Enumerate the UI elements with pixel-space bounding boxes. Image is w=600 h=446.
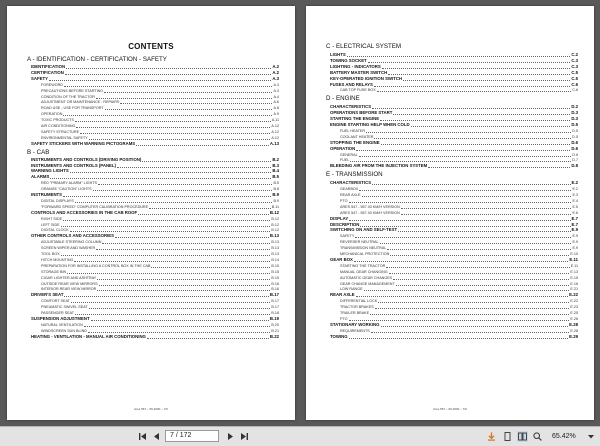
dot-leader bbox=[350, 160, 571, 162]
toc-entry-title: FUEL bbox=[340, 158, 350, 163]
dot-leader bbox=[356, 295, 568, 297]
toc-section-heading: A - IDENTIFICATION - CERTIFICATION - SAFETY bbox=[27, 56, 167, 63]
dot-leader bbox=[364, 289, 570, 291]
toc-entry-title: BATTERY MASTER SWITCH bbox=[330, 69, 388, 75]
toc-entry-title: MANUAL GEAR CHANGING bbox=[340, 269, 388, 274]
toc-entry-title: OPERATIONS BEFORE START bbox=[330, 110, 393, 116]
toc-entry-title: COOLANT HEATER bbox=[340, 134, 374, 139]
toc-entry-title: PREPARATION FOR INSTALLING A CONTROL BOX IN THE CAB bbox=[41, 263, 151, 268]
dot-leader bbox=[63, 195, 271, 197]
dot-leader bbox=[377, 90, 572, 92]
left-page bbox=[7, 6, 295, 420]
toc-entry-title: CONDITION OF THE TRACTOR bbox=[41, 94, 95, 99]
toc-entry-page: D.6 bbox=[571, 145, 578, 151]
dot-leader bbox=[96, 97, 273, 99]
toc-entry-title: PNEUMATIC SWIVEL SEAT bbox=[41, 305, 88, 310]
next-page-icon[interactable] bbox=[225, 431, 236, 442]
toc-entry-title: TOWING bbox=[330, 333, 348, 339]
left-page-footer: Ares 567 – 06.2000 – 7/0 bbox=[134, 407, 168, 411]
dot-leader bbox=[428, 166, 570, 168]
dot-leader bbox=[97, 289, 270, 291]
toc-entry-page: C.2 bbox=[571, 52, 578, 57]
toc-entry[interactable] bbox=[330, 334, 578, 340]
toc-entry-page: B.2 bbox=[272, 156, 279, 162]
toc-entry-title: "FORWARD SPEED" COMPUTER CALIBRATION PROCEDURE bbox=[41, 204, 149, 209]
toc-entry-page: B.17 bbox=[271, 299, 279, 304]
dot-leader bbox=[349, 319, 570, 321]
toc-entry-page: E.21 bbox=[570, 287, 578, 292]
toc-entry-page: E.6 bbox=[572, 210, 578, 215]
toc-entry-page: B.11 bbox=[271, 204, 279, 209]
toc-entry-page: A.9 bbox=[273, 112, 279, 117]
toc-entry-title: MECHANICAL PROTECTION bbox=[340, 252, 390, 256]
toc-entry-title: PASSENGER SEAT bbox=[41, 311, 75, 315]
dot-leader bbox=[347, 55, 571, 57]
toc-entry-title: PTO bbox=[340, 316, 348, 321]
toc-entry-title: DIGITAL CLOCK bbox=[41, 228, 69, 233]
toc-entry-page: B.12 bbox=[271, 228, 279, 233]
dot-leader bbox=[386, 266, 569, 268]
dot-leader bbox=[99, 284, 271, 286]
toc-entry-page: E.13 bbox=[570, 269, 578, 274]
toc-entry-page: B.16 bbox=[271, 281, 279, 286]
toc-entry-page: B.5 bbox=[272, 174, 279, 180]
toc-entry-title: GEARBOX bbox=[340, 187, 359, 192]
toc-entry-page: E.9 bbox=[572, 246, 578, 251]
dot-leader bbox=[393, 113, 570, 115]
dot-leader bbox=[115, 236, 269, 238]
toc-entry[interactable] bbox=[340, 87, 578, 93]
toc-section-heading: E - TRANSMISSION bbox=[326, 171, 383, 179]
toc-entry-title: STARTING THE ENGINE bbox=[330, 116, 380, 122]
toc-entry[interactable] bbox=[31, 334, 279, 340]
dot-leader bbox=[147, 337, 269, 339]
toc-entry-title: PTO bbox=[340, 198, 348, 203]
toc-entry-title: CAB TOP FUSE BOX bbox=[340, 88, 376, 93]
toc-entry-title: CHARACTERISTICS bbox=[330, 180, 372, 186]
toc-entry-title: STORAGE BIN bbox=[41, 269, 67, 274]
toc-entry-title: FUSES AND RELAYS bbox=[330, 81, 373, 87]
toc-entry-page: C.3 bbox=[571, 63, 578, 69]
toc-entry-page: A.12 bbox=[271, 135, 279, 140]
dot-leader bbox=[75, 201, 273, 203]
toc-entry-page: B.8 bbox=[273, 187, 279, 192]
toc-entry-title: ENVIRONMENTAL SAFETY bbox=[41, 135, 88, 140]
toc-entry-title: DRIVER'S SEAT bbox=[31, 292, 64, 298]
toc-entry-title: NATURAL VENTILATION bbox=[41, 322, 83, 327]
dot-leader bbox=[93, 189, 273, 191]
toc-entry-title: AIR CONDITIONING bbox=[41, 124, 76, 128]
dot-leader bbox=[75, 313, 270, 315]
dot-leader bbox=[349, 337, 569, 339]
toc-entry-page: E.11 bbox=[570, 263, 578, 268]
dot-leader bbox=[91, 319, 269, 321]
dot-leader bbox=[356, 149, 570, 151]
toc-entry-page: A.12 bbox=[271, 129, 279, 134]
toc-entry-title: STARTING THE TRACTOR bbox=[340, 263, 386, 268]
toc-entry-title: LEFT SIDE bbox=[41, 222, 60, 227]
dot-leader bbox=[359, 155, 572, 157]
toc-entry-page: E.3 bbox=[572, 193, 578, 197]
dot-leader bbox=[66, 67, 271, 69]
toc-entry-page: B.17 bbox=[271, 305, 279, 310]
two-page-view-icon[interactable] bbox=[517, 431, 528, 442]
toc-entry-page: E.7 bbox=[571, 221, 578, 227]
toc-entry-title: INSTRUMENTS AND CONTROLS (DRIVING POSITION) bbox=[31, 156, 142, 162]
previous-page-icon[interactable] bbox=[151, 431, 162, 442]
toc-entry-title: WINDSCREEN SUN BLIND bbox=[41, 328, 87, 333]
dot-leader bbox=[67, 272, 270, 274]
toc-entry-page: D.2 bbox=[571, 104, 578, 110]
dot-leader bbox=[371, 331, 570, 333]
toc-entry-title: LIGHTS bbox=[330, 52, 346, 57]
dot-leader bbox=[387, 248, 571, 250]
toc-entry-page: B.21 bbox=[271, 328, 279, 333]
toc-entry-title: LIGHTING - INDICATORS bbox=[330, 63, 381, 69]
toc-entry-title: CIGAR LIGHTER AND ASHTRAY bbox=[41, 275, 97, 280]
toc-entry-title: ADJUSTABLE STEERING COLUMN bbox=[41, 240, 102, 245]
toc-entry-title: HEATING - VENTILATION - MANUAL AIR CONDITIONING bbox=[31, 333, 146, 339]
zoom-tool-icon[interactable] bbox=[532, 431, 543, 442]
toc-entry-title: KEY-OPERATED IGNITION SWITCH bbox=[330, 75, 403, 81]
dot-leader bbox=[138, 213, 269, 215]
toc-entry-title: GENERAL bbox=[340, 152, 358, 157]
toc-entry-title: CONTROLS AND ACCESSORIES IN THE CAB ROOF bbox=[31, 209, 138, 215]
dot-leader bbox=[64, 295, 268, 297]
dot-leader bbox=[378, 301, 569, 303]
toc-entry-page: E.2 bbox=[571, 180, 578, 186]
dot-leader bbox=[120, 102, 272, 104]
toc-entry-page: B.15 bbox=[271, 263, 279, 268]
dot-leader bbox=[61, 225, 271, 227]
dot-leader bbox=[380, 119, 570, 121]
dot-leader bbox=[70, 230, 271, 232]
toc-entry-page: B.15 bbox=[271, 275, 279, 280]
toc-entry-page: B.13 bbox=[269, 233, 279, 239]
dot-leader bbox=[370, 313, 569, 315]
toc-entry-title: ENGINE STARTING HELP WHEN COLD bbox=[330, 122, 410, 127]
toc-entry-page: E.25 bbox=[570, 311, 578, 315]
toc-entry-page: C.6 bbox=[571, 81, 578, 87]
toc-entry-page: E.5 bbox=[572, 204, 578, 209]
dot-leader bbox=[396, 284, 570, 286]
toc-entry-title: INSTRUMENTS AND CONTROLS (PANEL) bbox=[31, 162, 116, 168]
dot-leader bbox=[401, 207, 572, 209]
dot-leader bbox=[403, 79, 570, 81]
dot-leader bbox=[50, 177, 271, 179]
dot-leader bbox=[390, 254, 569, 256]
dot-leader bbox=[349, 201, 572, 203]
toc-entry-page: E.2 bbox=[572, 187, 578, 192]
toc-section-heading: C - ELECTRICAL SYSTEM bbox=[326, 43, 402, 50]
zoom-level[interactable]: 65.42% bbox=[552, 433, 576, 440]
toc-entry-title: ORANGE "CAUTION" LIGHTS bbox=[41, 187, 92, 192]
toc-entry-title: TRANSMISSION NEUTRAL bbox=[340, 246, 387, 251]
viewer-toolbar bbox=[0, 426, 600, 446]
toc-entry-page: C.3 bbox=[571, 57, 578, 63]
toc-entry-title: DIGITAL DISPLAYS bbox=[41, 198, 74, 203]
toc-entry-title: ROAD USE - USE FOR TRANSPORT bbox=[41, 106, 104, 111]
toc-entry-page: C.5 bbox=[571, 69, 578, 75]
right-page bbox=[306, 6, 594, 420]
toc-entry-page: E.28 bbox=[570, 328, 578, 333]
dot-leader bbox=[388, 73, 570, 75]
toc-entry-title: CHARACTERISTICS bbox=[330, 104, 372, 110]
toc-entry-title: RED "PRIMARY ALARM" LIGHTS bbox=[41, 181, 97, 186]
toc-entry-page: E.15 bbox=[570, 275, 578, 280]
toc-entry-title: PRECAUTIONS BEFORE STARTING bbox=[41, 88, 104, 93]
toc-entry-page: D.8 bbox=[571, 163, 578, 169]
toc-entry-page: E.22 bbox=[570, 299, 578, 304]
toc-entry-page: D.5 bbox=[572, 134, 578, 139]
toc-entry-page: A.12 bbox=[271, 124, 279, 128]
toc-entry-page: B.16 bbox=[271, 287, 279, 292]
single-page-view-icon[interactable] bbox=[502, 431, 513, 442]
toc-entry-page: B.15 bbox=[271, 269, 279, 274]
dot-leader bbox=[359, 189, 571, 191]
toc-entry-page: B.18 bbox=[271, 311, 279, 315]
toc-entry-page: B.13 bbox=[271, 246, 279, 251]
toc-entry-title: SAFETY STRUCTURE bbox=[41, 129, 80, 134]
dot-leader bbox=[374, 137, 571, 139]
toc-entry-title: WARNING LIGHTS bbox=[31, 168, 69, 174]
toc-entry-page: A.2 bbox=[272, 64, 279, 69]
toc-entry-title: REQUIREMENTS bbox=[340, 328, 370, 333]
toc-entry-title: ARES 547 - 557 40 KM/H VERSION bbox=[340, 210, 400, 215]
toc-entry-title: DIFFERENTIAL LOCK bbox=[340, 299, 378, 304]
toc-entry-title: INTERIOR REAR VIEW MIRROR bbox=[41, 287, 97, 292]
dot-leader bbox=[61, 254, 271, 256]
toc-entry-page: B.13 bbox=[271, 252, 279, 256]
toc-entry-page: B.20 bbox=[271, 322, 279, 327]
toc-entry-page: B.4 bbox=[272, 168, 279, 174]
toc-entry-title: SCREEN WIPER AND WASHER bbox=[41, 246, 96, 251]
dot-leader bbox=[349, 219, 570, 221]
toc-entry[interactable] bbox=[31, 141, 279, 147]
dot-leader bbox=[401, 213, 572, 215]
dot-leader bbox=[389, 272, 570, 274]
toc-entry-page: A.8 bbox=[273, 106, 279, 111]
toc-entry-page: E.9 bbox=[572, 234, 578, 239]
toc-entry-page: E.9 bbox=[571, 227, 578, 233]
toc-entry-title: OTHER CONTROLS AND ACCESSORIES bbox=[31, 233, 114, 239]
dot-leader bbox=[393, 278, 569, 280]
dot-leader bbox=[354, 260, 568, 262]
toc-entry-page: B.12 bbox=[269, 209, 279, 215]
dot-leader bbox=[381, 325, 569, 327]
page-number-input[interactable]: 7 / 172 bbox=[165, 430, 219, 442]
toc-entry-page: E.4 bbox=[572, 198, 578, 203]
dot-leader bbox=[374, 85, 570, 87]
toc-entry-title: HITCH MOUNTING bbox=[41, 257, 74, 262]
last-page-icon[interactable] bbox=[239, 431, 250, 442]
toc-entry-title: TRACTOR BRAKES bbox=[340, 305, 374, 310]
toc-section-heading: D - ENGINE bbox=[326, 95, 360, 103]
dot-leader bbox=[74, 260, 270, 262]
toc-entry-title: FOREWORD bbox=[41, 82, 63, 87]
toc-entry-title: FUEL HEATER bbox=[340, 128, 365, 133]
toc-entry-page: C.5 bbox=[571, 75, 578, 81]
dot-leader bbox=[362, 195, 572, 197]
toc-entry-page: E.11 bbox=[569, 256, 578, 262]
dot-leader bbox=[80, 132, 270, 134]
toc-entry-page: E.16 bbox=[570, 281, 578, 286]
dot-leader bbox=[76, 126, 270, 128]
first-page-icon[interactable] bbox=[137, 431, 148, 442]
dot-leader bbox=[63, 219, 270, 221]
toc-entry-page: C.6 bbox=[572, 88, 578, 93]
dot-leader bbox=[372, 183, 570, 185]
toc-entry-title: TOWING SOCKET bbox=[330, 57, 367, 63]
dot-leader bbox=[89, 307, 271, 309]
toc-entry-page: E.23 bbox=[570, 305, 578, 310]
dot-leader bbox=[102, 242, 270, 244]
toc-entry-page: E.7 bbox=[571, 215, 578, 221]
dot-leader bbox=[65, 73, 271, 75]
dot-leader bbox=[63, 114, 272, 116]
toc-entry-page: E.9 bbox=[572, 240, 578, 245]
toc-entry-page: E.26 bbox=[570, 316, 578, 321]
toc-entry-page: B.12 bbox=[271, 216, 279, 221]
dot-leader bbox=[360, 225, 570, 227]
toc-entry-page: A.3 bbox=[273, 82, 279, 87]
toc-entry-page: D.3 bbox=[571, 110, 578, 116]
toc-entry-page: D.3 bbox=[571, 116, 578, 122]
toc-entry-page: D.5 bbox=[572, 128, 578, 133]
toc-entry-page: D.7 bbox=[572, 158, 578, 163]
dot-leader bbox=[89, 138, 271, 140]
toc-entry-title: TRAILER BRAKE bbox=[340, 311, 370, 315]
dot-leader bbox=[149, 207, 271, 209]
toc-entry-title: GEAR CHANGE MANAGEMENT bbox=[340, 281, 395, 286]
toc-entry-page: E.29 bbox=[569, 333, 578, 339]
dot-leader bbox=[70, 171, 272, 173]
dot-leader bbox=[380, 242, 572, 244]
zoom-dropdown-icon[interactable] bbox=[586, 431, 596, 442]
dot-leader bbox=[355, 236, 571, 238]
dot-leader bbox=[136, 144, 269, 146]
toc-entry-page: B.22 bbox=[269, 333, 279, 339]
toc-entry-title: CERTIFICATION bbox=[31, 69, 64, 75]
toc-entry-page: A.13 bbox=[269, 140, 279, 146]
toc-entry-title: OUTSIDE REAR VIEW MIRRORS bbox=[41, 281, 98, 286]
toc-entry-page: B.9 bbox=[272, 192, 279, 197]
toc-entry-page: B.13 bbox=[271, 240, 279, 245]
right-page-footer: Ares 567 – 06.2000 – 7/0 bbox=[433, 407, 467, 411]
toc-entry-title: REAR AXLE bbox=[330, 292, 355, 298]
toc-entry-title: TOXIC PRODUCTS bbox=[41, 118, 74, 123]
toc-entry-title: SUSPENSION ADJUSTMENT bbox=[31, 315, 90, 321]
toc-entry-page: A.3 bbox=[272, 75, 279, 81]
contents-title: CONTENTS bbox=[128, 42, 174, 51]
dot-leader bbox=[151, 266, 270, 268]
dot-leader bbox=[75, 120, 271, 122]
dot-leader bbox=[142, 160, 271, 162]
toc-entry-title: RIGHT SIDE bbox=[41, 216, 63, 221]
toc-entry-title: REAR AXLE bbox=[340, 193, 361, 197]
toc-entry-title: SAFETY bbox=[31, 75, 48, 81]
toc-entry-page: B.3 bbox=[272, 162, 279, 168]
toc-entry-title: REVERSER NEUTRAL bbox=[340, 240, 379, 245]
toc-entry-title: DESCRIPTION bbox=[330, 221, 360, 227]
dot-leader bbox=[96, 248, 270, 250]
toc-entry-title: ADJUSTMENT OR MAINTENANCE - REPAIRS bbox=[41, 100, 120, 105]
dot-leader bbox=[84, 325, 271, 327]
dot-leader bbox=[372, 107, 570, 109]
dot-leader bbox=[88, 331, 271, 333]
toc-entry-page: B.5 bbox=[273, 181, 279, 186]
toc-section-heading: B - CAB bbox=[27, 148, 50, 156]
toc-entry-page: D.5 bbox=[571, 122, 578, 127]
dot-leader bbox=[105, 108, 273, 110]
dot-leader bbox=[368, 61, 571, 63]
toc-entry-title: IDENTIFICATION bbox=[31, 64, 66, 69]
toc-entry-page: E.28 bbox=[569, 321, 578, 327]
toc-entry-title: DISPLAY bbox=[330, 215, 349, 221]
toc-entry-page: E.10 bbox=[570, 252, 578, 256]
dot-leader bbox=[375, 307, 570, 309]
dot-leader bbox=[98, 183, 272, 185]
toc-entry-title: LOW RANGE bbox=[340, 287, 363, 292]
toc-entry-page: B.9 bbox=[273, 198, 279, 203]
toc-entry-title: OPERATION bbox=[330, 145, 356, 151]
toc-entry-title: GEAR BOX bbox=[330, 256, 353, 262]
toc-entry-page: A.2 bbox=[272, 69, 279, 75]
toc-entry-page: A.3 bbox=[273, 88, 279, 93]
dot-leader bbox=[49, 79, 271, 81]
toc-entry-page: B.17 bbox=[269, 292, 279, 298]
dot-leader bbox=[97, 278, 270, 280]
toc-entry-page: D.6 bbox=[572, 152, 578, 157]
dot-leader bbox=[411, 125, 571, 127]
toc-entry-title: BLEEDING AIR FROM THE INJECTION SYSTEM bbox=[330, 163, 428, 169]
toc-entry-page: E.22 bbox=[569, 292, 578, 298]
toc-entry-title: COMFORT SEAT bbox=[41, 299, 70, 304]
toc-entry-title: AUTOMATIC GEAR CHANGES bbox=[340, 275, 393, 280]
toc-entry-page: B.12 bbox=[271, 222, 279, 227]
toc-entry-title: SAFETY STICKERS WITH WARNING PICTOGRAMS bbox=[31, 140, 136, 146]
toc-entry-title: SWITCHING ON AND SELF-TEST bbox=[330, 227, 398, 233]
dot-leader bbox=[64, 85, 273, 87]
dot-leader bbox=[71, 301, 271, 303]
dot-leader bbox=[381, 143, 571, 145]
toc-entry-title: ALARMS bbox=[31, 174, 50, 180]
dot-leader bbox=[382, 67, 571, 69]
dot-leader bbox=[398, 230, 570, 232]
dot-leader bbox=[117, 166, 271, 168]
toc-entry-page: A.11 bbox=[271, 118, 279, 123]
dot-leader bbox=[104, 91, 272, 93]
toc-entry-title: SAFETY bbox=[340, 234, 355, 239]
toc-entry-page: D.6 bbox=[571, 139, 578, 145]
toc-entry-title: INSTRUMENTS bbox=[31, 192, 63, 197]
toc-entry-title: ARES 547 - 557 40 KM/H VERSION bbox=[340, 204, 400, 209]
toc-entry-title: STATIONARY WORKING bbox=[330, 321, 380, 327]
toc-entry-page: A.6 bbox=[273, 100, 279, 105]
toc-entry[interactable] bbox=[330, 163, 578, 169]
toc-entry-page: A.4 bbox=[273, 94, 279, 99]
toc-entry-title: OPERATION bbox=[41, 112, 63, 117]
toc-entry-page: B.14 bbox=[271, 257, 279, 262]
dot-leader bbox=[366, 131, 571, 133]
download-icon[interactable] bbox=[486, 431, 497, 442]
toc-entry-page: B.19 bbox=[269, 315, 279, 321]
toc-entry-title: STOPPING THE ENGINE bbox=[330, 139, 380, 145]
toc-entry-title: TOOL BOX bbox=[41, 252, 60, 256]
